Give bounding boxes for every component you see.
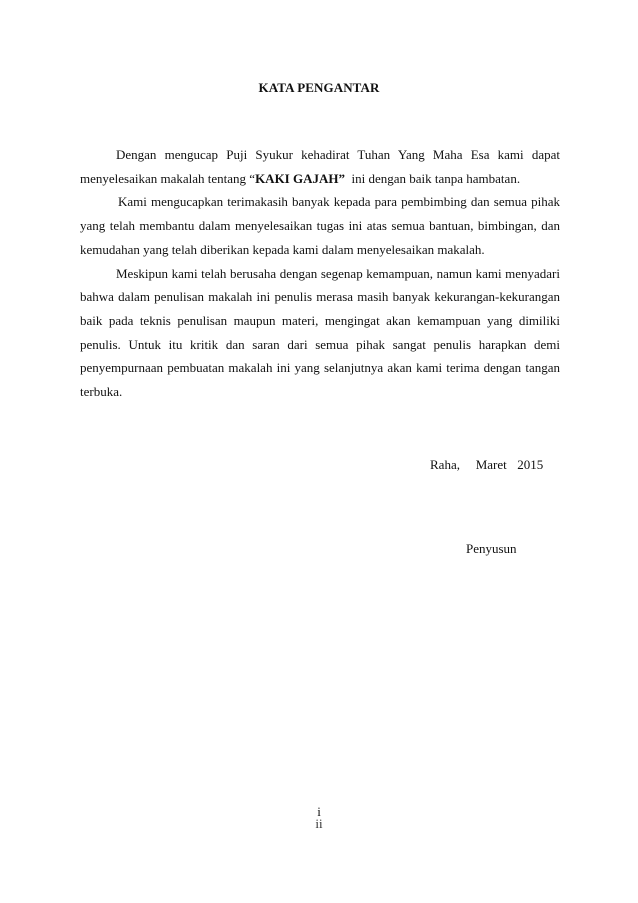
paragraph-2: Kami mengucapkan terimakasih banyak kepada para pembimbing dan semua pihak yang telah membantu dalam menyelesaikan tugas ini atas semua bantuan, bimbingan, dan kemudahan yang telah diberikan kepada kami dalam menyelesaikan makalah. xyxy=(80,194,560,257)
body-text xyxy=(80,143,560,404)
paragraph-1-text-before: menyelesaikan makalah tentang “ xyxy=(80,170,256,186)
paragraph-3: Meskipun kami telah berusaha dengan segenap kemampuan, namun kami menyadari bahwa dalam penulisan makalah ini penulis merasa masih banyak kekurangan-kekurangan baik pada teknis penulisan maupun materi, mengingat akan kemampuan yang dimiliki penulis. Untuk itu kritik dan saran dari semua pihak sangat penulis harapkan demi penyempurnaan pembuatan makalah ini yang selanjutnya akan kami terima dengan tangan terbuka. xyxy=(80,265,560,400)
paragraph-1-line-2 xyxy=(80,167,560,191)
signer-name: Penyusun xyxy=(466,541,517,556)
page-number xyxy=(0,806,638,830)
paragraph-1-line-1: Dengan mengucap Puji Syukur kehadirat Tuhan Yang Maha Esa kami dapat xyxy=(116,147,560,162)
paragraph-1 xyxy=(80,143,560,190)
page-title: KATA PENGANTAR xyxy=(258,80,380,95)
place-date: Raha, Maret 2015 xyxy=(430,457,544,472)
paragraph-1-text-after: ini dengan baik tanpa hambatan. xyxy=(344,170,521,186)
paragraph-1-bold-topic: KAKI GAJAH” xyxy=(255,170,345,186)
page-number-current: i xyxy=(317,804,321,819)
page-number-ghost: ii xyxy=(315,816,323,831)
